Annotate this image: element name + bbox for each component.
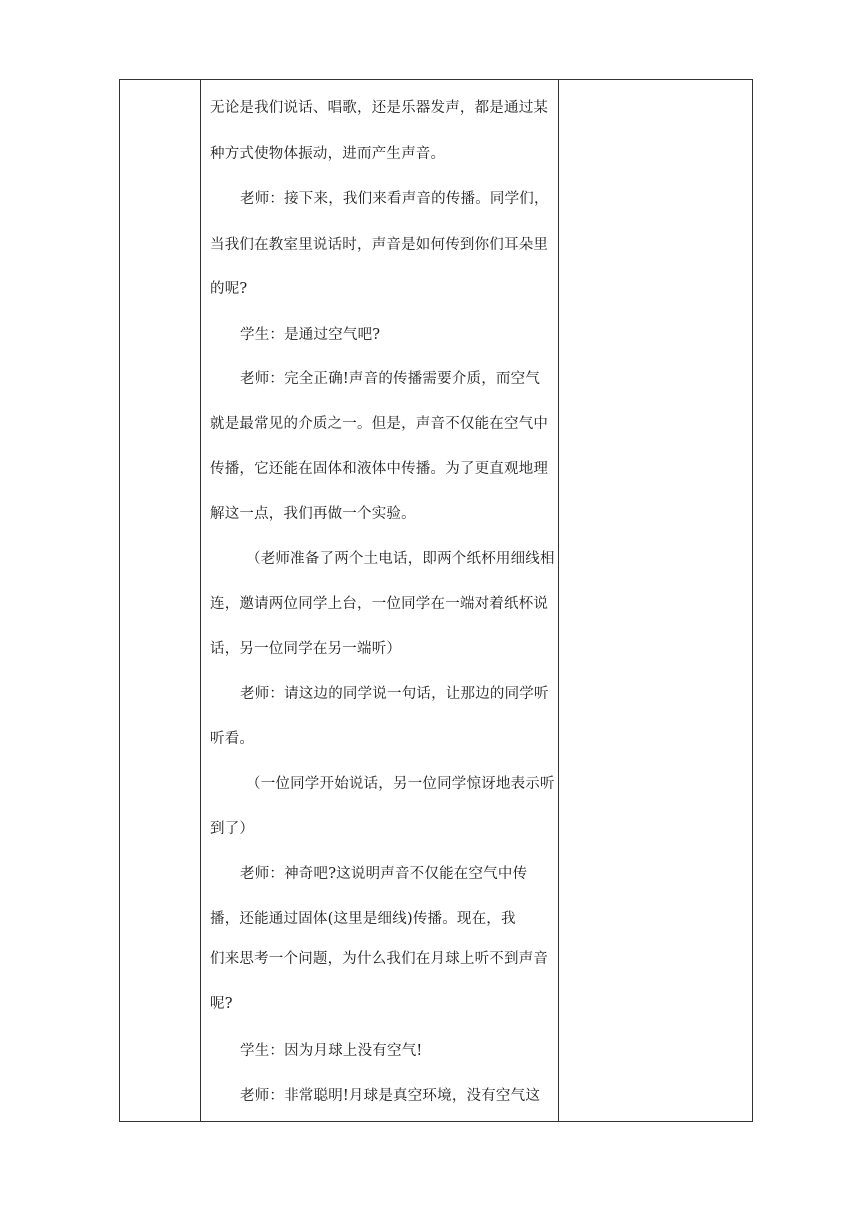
text-line: 无论是我们说话、唱歌，还是乐器发声，都是通过某 <box>210 100 549 116</box>
text-line: 老师：非常聪明!月球是真空环境，没有空气这 <box>240 1088 541 1104</box>
text-line: 老师：请这边的同学说一句话，让那边的同学听 <box>240 686 549 702</box>
text-line: 老师：神奇吧?这说明声音不仅能在空气中传 <box>240 866 528 882</box>
text-line: 传播，它还能在固体和液体中传播。为了更直观地理 <box>210 461 549 477</box>
text-line: 种方式使物体振动，进而产生声音。 <box>210 146 446 162</box>
text-line: 老师：完全正确!声音的传播需要介质，而空气 <box>240 371 541 387</box>
text-line: （老师准备了两个土电话，即两个纸杯用细线相 <box>246 551 555 567</box>
text-line: 老师：接下来，我们来看声音的传播。同学们， <box>240 191 549 207</box>
text-line: 播，还能通过固体(这里是细线)传播。现在，我 <box>210 911 516 927</box>
text-line: 学生：是通过空气吧? <box>240 327 381 343</box>
text-line: 们来思考一个问题，为什么我们在月球上听不到声音 <box>210 951 549 967</box>
text-line: 话，另一位同学在另一端听） <box>210 641 402 657</box>
text-line: 呢? <box>210 996 233 1012</box>
text-line: 就是最常见的介质之一。但是，声音不仅能在空气中 <box>210 416 549 432</box>
text-line: 听看。 <box>210 731 255 747</box>
text-line: 当我们在教室里说话时，声音是如何传到你们耳朵里 <box>210 237 549 253</box>
text-line: 到了） <box>210 821 255 837</box>
text-line: 解这一点，我们再做一个实验。 <box>210 506 416 522</box>
text-line: 的呢? <box>210 281 248 297</box>
text-line: 学生：因为月球上没有空气! <box>240 1043 423 1059</box>
text-line: （一位同学开始说话，另一位同学惊讶地表示听 <box>246 776 555 792</box>
column-divider-left <box>200 80 201 1121</box>
text-line: 连，邀请两位同学上台，一位同学在一端对着纸杯说 <box>210 596 549 612</box>
